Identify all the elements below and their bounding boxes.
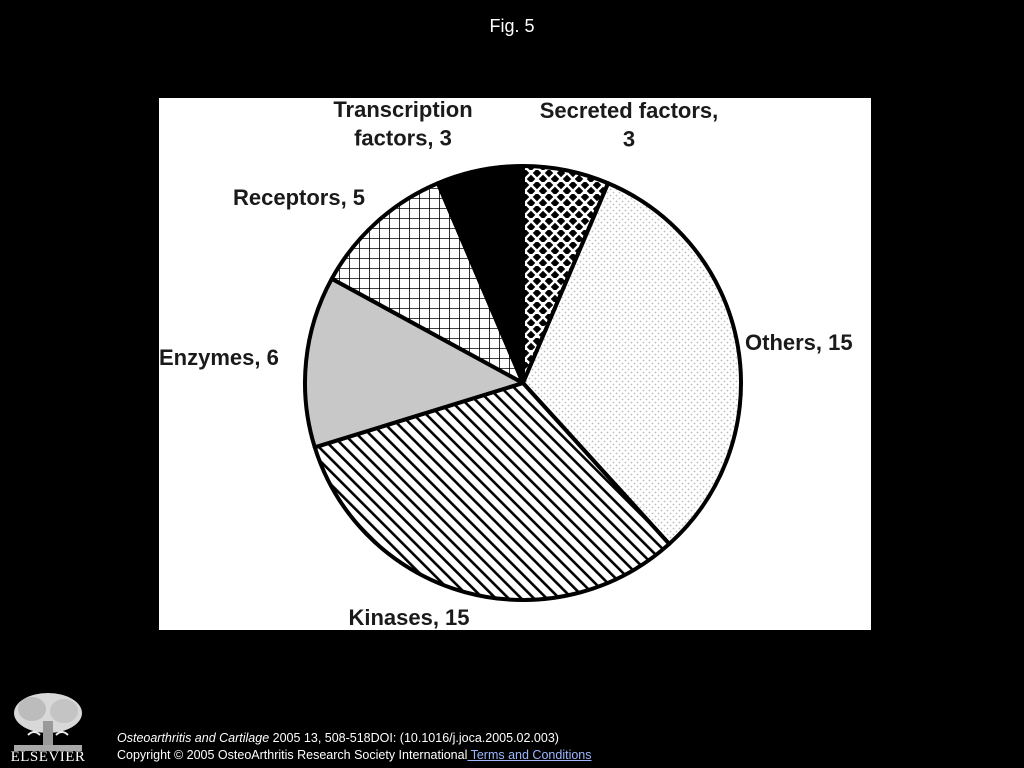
figure-title: Fig. 5: [489, 16, 535, 36]
citation-details: 2005 13, 508-518DOI: (10.1016/j.joca.2005.02.003): [269, 731, 559, 745]
slice-label-kinases-15: Kinases, 15: [348, 605, 470, 630]
publisher-logo-text: ELSEVIER: [10, 749, 86, 765]
slice-label-secreted-factors-3: Secreted factors, 3: [539, 98, 719, 152]
terms-link[interactable]: Terms and Conditions: [467, 748, 592, 762]
journal-name: Osteoarthritis and Cartilage: [117, 731, 270, 745]
slice-label-receptors-5: Receptors, 5: [232, 185, 366, 210]
pie-slices: [305, 166, 741, 600]
copyright-line: [117, 748, 592, 762]
slice-label-transcription-factors-3: Transcription factors, 3: [333, 98, 473, 151]
pie-chart-panel: [159, 98, 871, 630]
pie-chart: [159, 98, 871, 630]
slice-label-enzymes-6: Enzymes, 6: [159, 345, 279, 370]
copyright-text: Copyright © 2005 OsteoArthritis Research Society International: [117, 748, 468, 762]
citation-line: [117, 731, 559, 745]
slice-label-others-15: Others, 15: [745, 330, 853, 355]
